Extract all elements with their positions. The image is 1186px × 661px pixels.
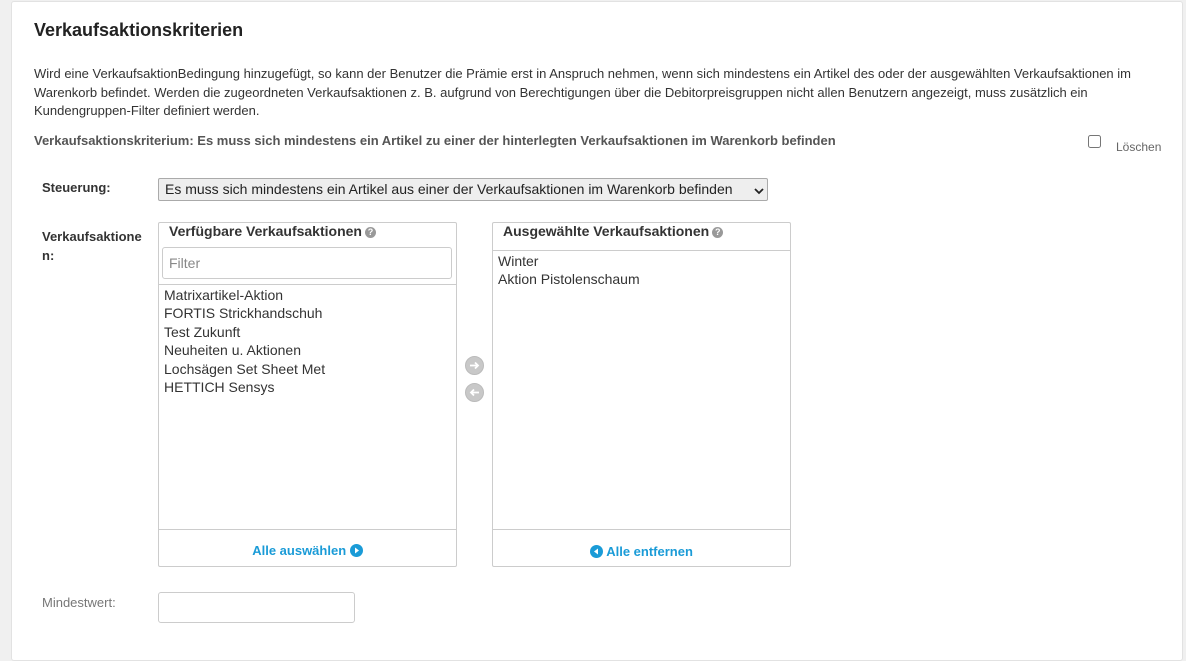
help-icon[interactable]: ?	[365, 227, 376, 238]
remove-all-link[interactable]	[493, 544, 790, 559]
circle-arrow-left-icon	[590, 545, 603, 558]
selected-header	[503, 223, 723, 239]
section-title: Verkaufsaktionskriterien	[34, 20, 244, 40]
selected-title: Ausgewählte Verkaufsaktionen	[503, 223, 710, 239]
available-listbox	[158, 222, 457, 567]
divider	[159, 284, 456, 285]
steuerung-selected-value: Es muss sich mindestens ein Artikel aus einer der Verkaufsaktionen im Warenkorb befinden	[165, 181, 733, 197]
chevron-down-icon	[754, 183, 764, 193]
divider	[493, 250, 790, 251]
circle-arrow-right-icon	[350, 544, 363, 557]
list-item[interactable]: Aktion Pistolenschaum	[498, 271, 640, 288]
delete-checkbox[interactable]	[1088, 135, 1101, 148]
selected-listbox	[492, 222, 791, 567]
move-right-button[interactable]	[465, 356, 484, 375]
list-item[interactable]: Winter	[498, 253, 539, 269]
help-icon[interactable]: ?	[712, 227, 723, 238]
arrow-left-icon	[468, 386, 481, 399]
select-all-link[interactable]	[159, 543, 456, 558]
remove-all-label: Alle entfernen	[606, 544, 693, 559]
available-items	[164, 286, 325, 396]
steuerung-select[interactable]	[158, 178, 768, 201]
aktionen-label: Verkaufsaktione n:	[42, 229, 142, 263]
filter-input[interactable]	[162, 247, 452, 279]
selected-items	[498, 252, 640, 289]
divider	[493, 529, 790, 530]
mindestwert-label: Mindestwert:	[42, 595, 116, 610]
criterion-text: Verkaufsaktionskriterium: Es muss sich mindestens ein Artikel zu einer der hinterlegten Verkaufsaktionen im Warenkorb befinden	[34, 133, 836, 148]
list-item[interactable]: Matrixartikel-Aktion	[164, 287, 284, 303]
available-header	[169, 223, 376, 239]
delete-label: Löschen	[1116, 140, 1162, 154]
mindestwert-input[interactable]	[158, 592, 355, 623]
list-item[interactable]: FORTIS Strickhandschuh	[164, 305, 323, 322]
arrow-right-icon	[468, 359, 481, 372]
list-item[interactable]: Lochsägen Set Sheet Met	[164, 360, 326, 377]
sales-criteria-panel	[11, 1, 1183, 661]
steuerung-label: Steuerung:	[42, 180, 111, 195]
list-item[interactable]: Test Zukunft	[164, 323, 241, 340]
divider	[159, 529, 456, 530]
select-all-label: Alle auswählen	[252, 543, 347, 558]
move-left-button[interactable]	[465, 383, 484, 402]
list-item[interactable]: HETTICH Sensys	[164, 379, 275, 396]
section-description: Wird eine VerkaufsaktionBedingung hinzugefügt, so kann der Benutzer die Prämie erst in Anspruch nehmen, wenn sich mindestens ein Artikel des oder der ausgewählten Verkaufsaktionen im Warenkorb befindet. Werden die zugeordneten Verkaufsaktionen z. B. aufgrund von Berechtigungen über die Debitorpreisgruppen nicht allen Benutzern angezeigt, muss zusätzlich ein Kundengruppen-Filter definiert werden.	[34, 66, 1131, 118]
available-title: Verfügbare Verkaufsaktionen	[169, 223, 362, 239]
list-item[interactable]: Neuheiten u. Aktionen	[164, 342, 301, 359]
